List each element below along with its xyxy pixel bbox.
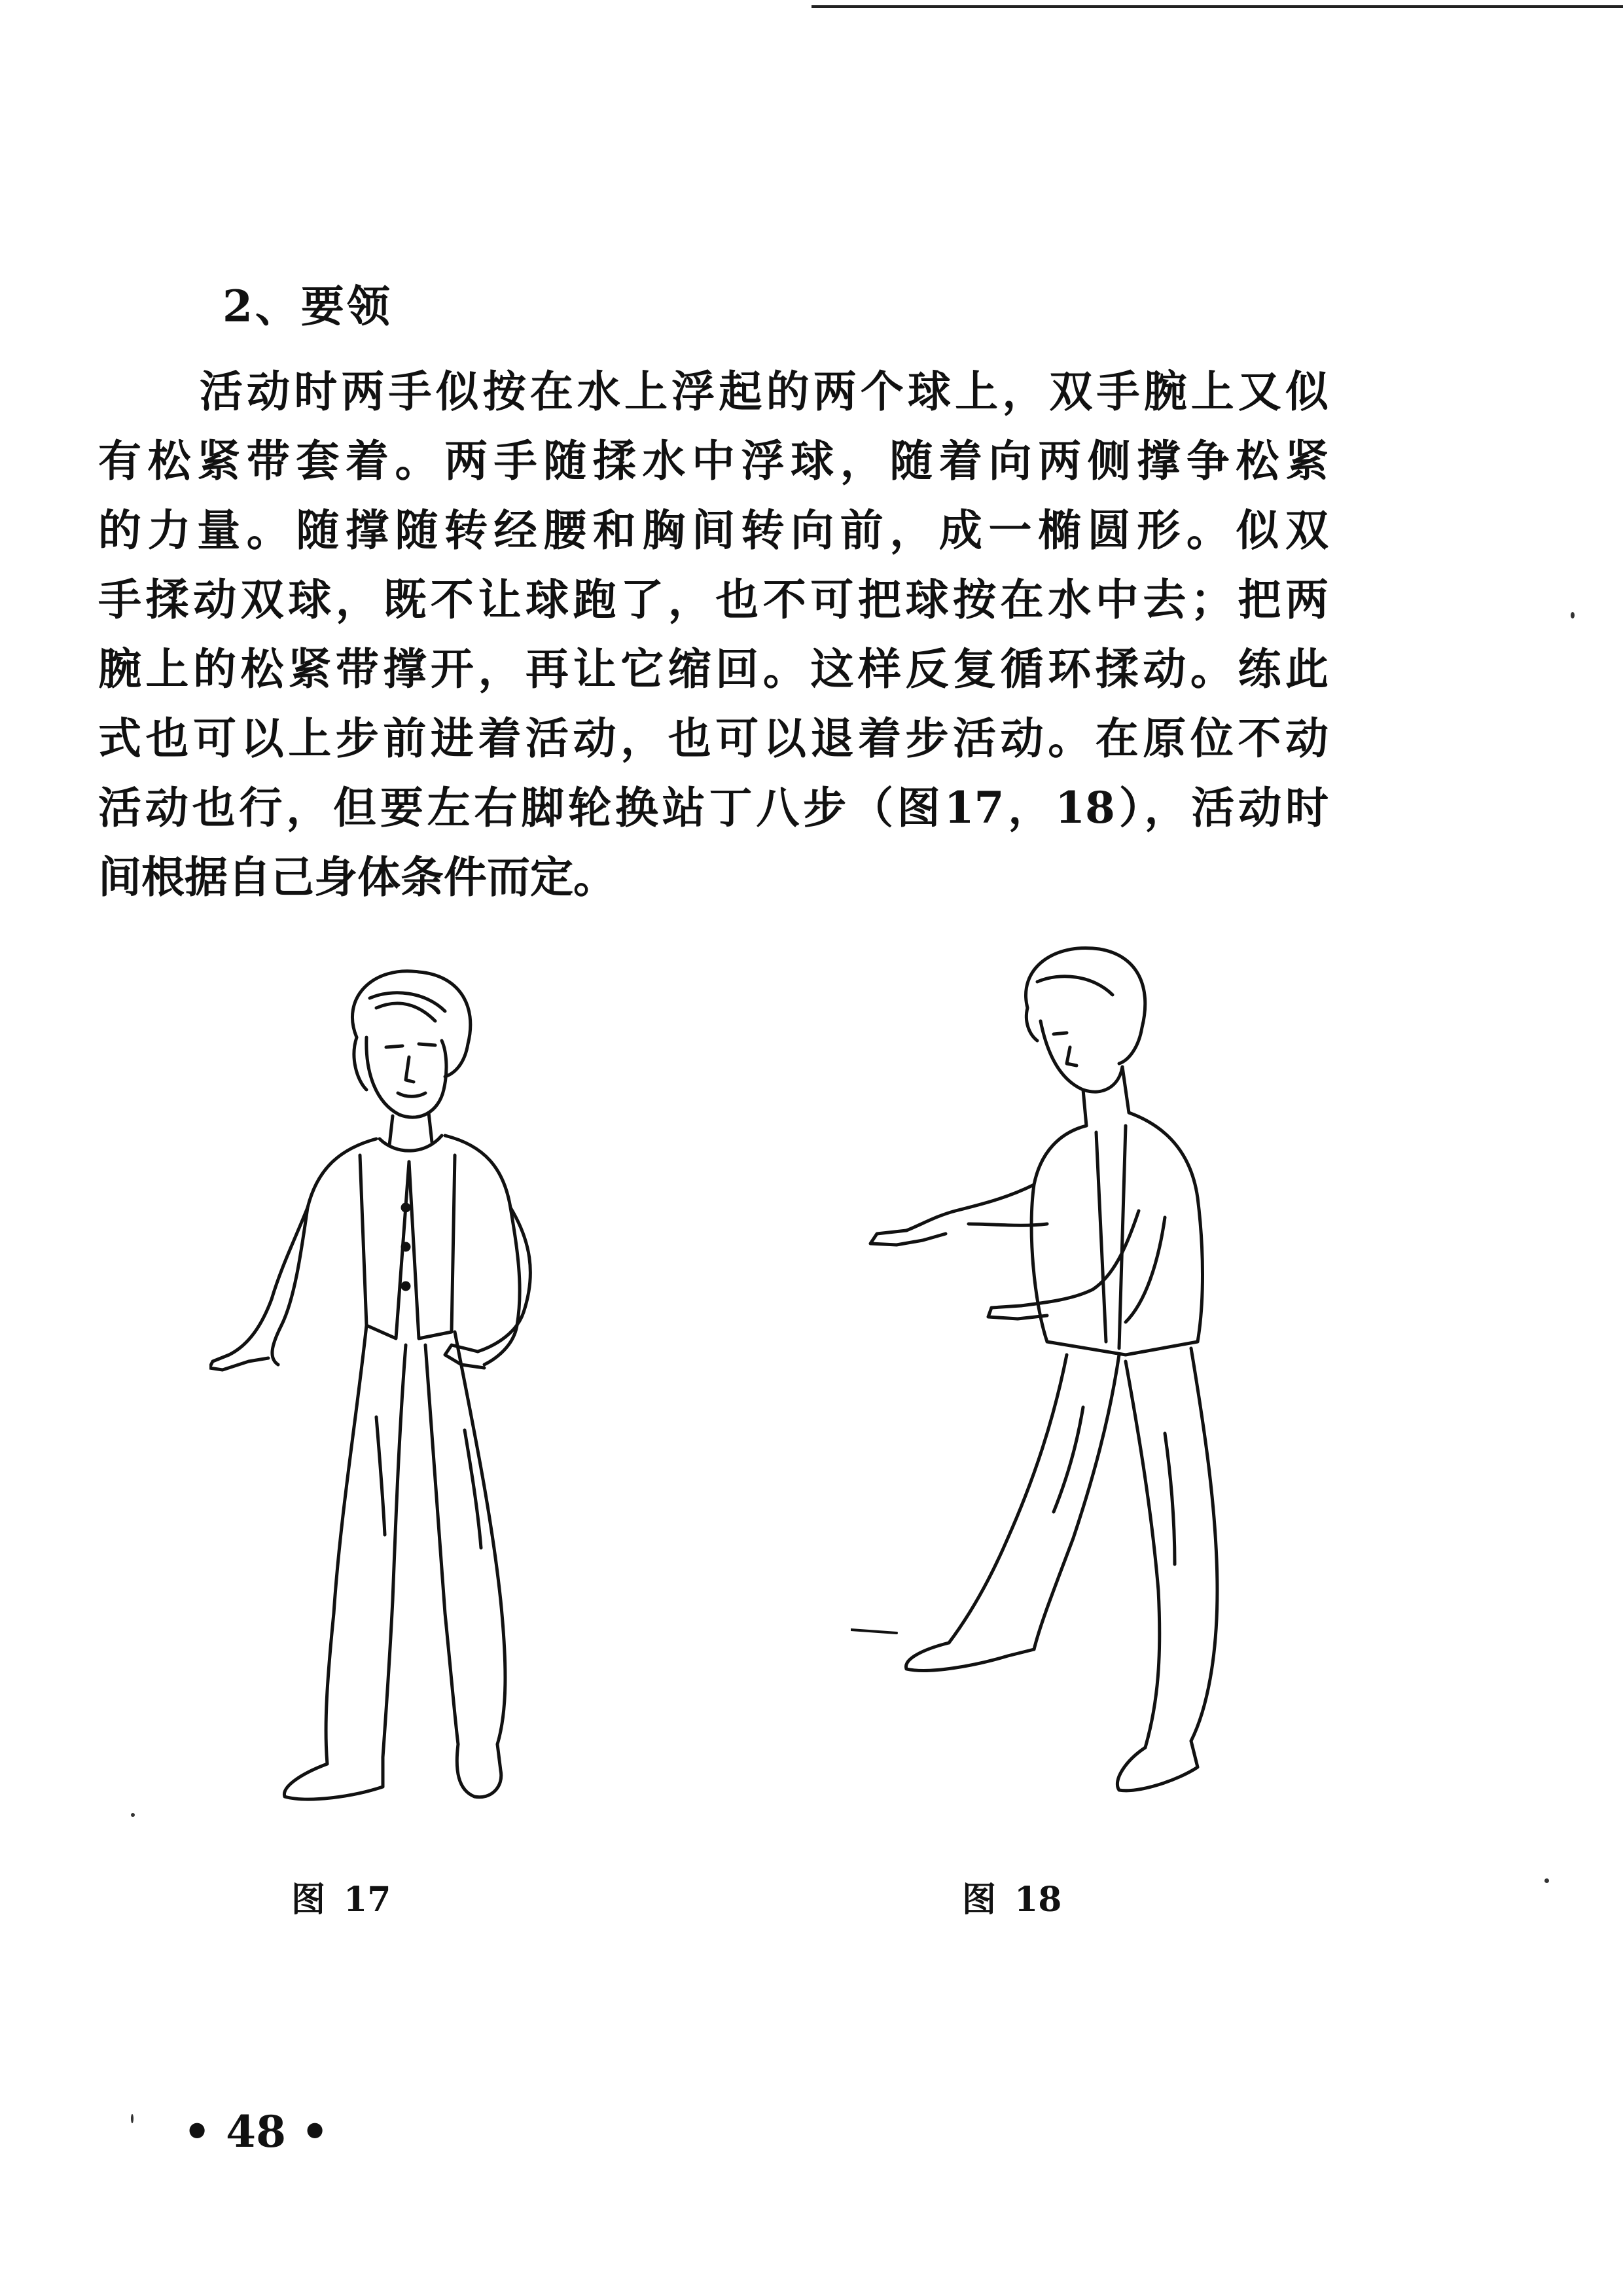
figure-18-caption (962, 1872, 1061, 1921)
scan-speck (1571, 612, 1575, 619)
scan-speck (1544, 1878, 1549, 1883)
figure-17-caption (291, 1872, 391, 1921)
body-paragraph (98, 357, 1329, 912)
figure-17-illustration (209, 959, 576, 1816)
paragraph-line: 活动也行，但要左右脚轮换站丁八步（图17，18），活动时 (98, 782, 1329, 833)
top-rule (812, 5, 1623, 8)
paragraph-line: 式也可以上步前进着活动，也可以退着步活动。在原位不动 (98, 713, 1329, 764)
figure-18-illustration (851, 936, 1296, 1816)
scan-speck (131, 2114, 134, 2123)
caption-label: 图 (962, 1880, 997, 1920)
paragraph-line: 间根据自己身体条件而定。 (98, 852, 616, 903)
page-number: • 48 • (183, 2106, 329, 2157)
paragraph-line: 有松紧带套着。两手随揉水中浮球，随着向两侧撑争松紧 (98, 435, 1329, 486)
caption-number: 18 (1014, 1880, 1062, 1920)
paragraph-line: 活动时两手似按在水上浮起的两个球上，双手腕上又似 (200, 366, 1329, 417)
caption-label: 图 (291, 1880, 326, 1920)
paragraph-line: 手揉动双球，既不让球跑了，也不可把球按在水中去；把两 (98, 574, 1329, 625)
paragraph-line: 的力量。随撑随转经腰和胸间转向前，成一椭圆形。似双 (98, 505, 1329, 556)
section-title: 2、要领 (223, 281, 393, 332)
paragraph-line: 腕上的松紧带撑开，再让它缩回。这样反复循环揉动。练此 (98, 643, 1329, 694)
caption-number: 17 (344, 1880, 391, 1920)
scan-speck (131, 1813, 135, 1817)
